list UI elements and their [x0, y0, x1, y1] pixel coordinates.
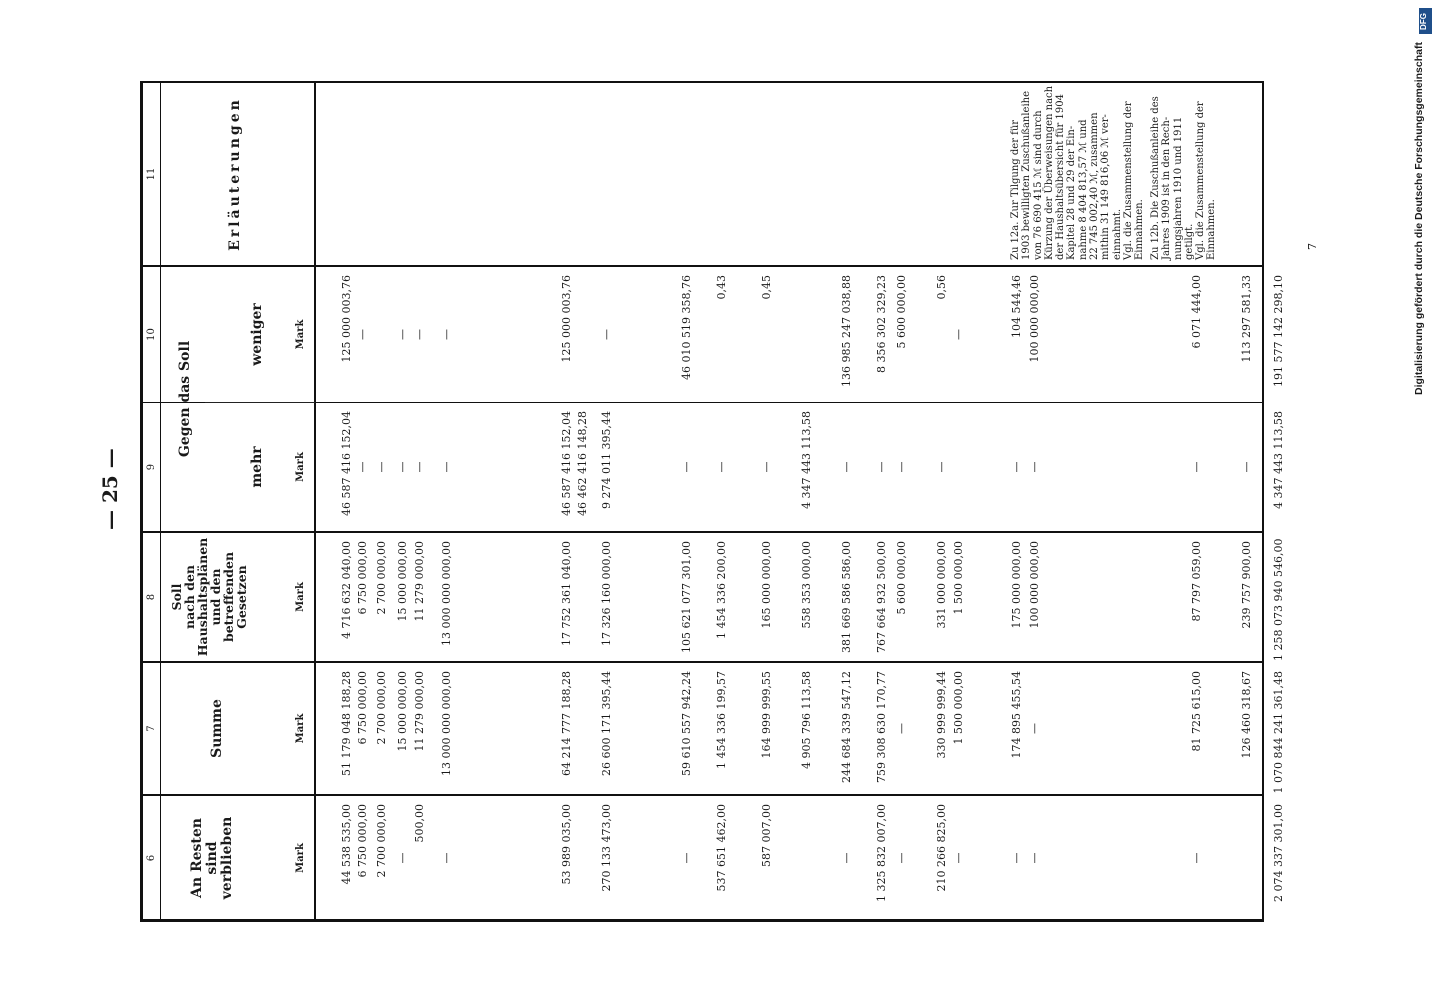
table-cell: 4 905 796 113,58	[800, 671, 813, 769]
table-cell: —	[413, 329, 426, 340]
table-cell: —	[680, 461, 693, 473]
note-line: getilgt.	[1183, 223, 1195, 260]
note-line: nungsjahren 1910 und 1911	[1172, 116, 1184, 260]
table-cell: —	[1028, 723, 1041, 734]
note-line: Zu 12b. Die Zuschußanleihe des	[1150, 96, 1161, 260]
table-cell: 46 587 416 152,04	[560, 411, 573, 516]
table-cell: 500,00	[413, 804, 426, 843]
table-cell: —	[1028, 852, 1041, 864]
table-cell: 759 308 630 170,77	[875, 671, 888, 783]
col-separator-right	[140, 81, 1264, 83]
table-cell: 105 621 077 301,00	[680, 541, 693, 653]
table-cell: 11 279 000,00	[413, 671, 426, 752]
note-line: Einnahmen.	[1206, 199, 1218, 260]
table-cell: 46 010 519 358,76	[680, 275, 693, 380]
header-c10: weniger	[249, 303, 265, 366]
table-cell: 5 600 000,00	[895, 541, 908, 615]
col-no-6: 6	[146, 854, 157, 862]
table-cell: 46 587 416 152,04	[340, 411, 353, 516]
table-cell: 5 600 000,00	[895, 275, 908, 349]
table-cell: —	[600, 329, 613, 340]
dfg-credit: Digitalisierung gefördert durch die Deutsche Forschungsgemeinschaft	[1413, 42, 1425, 395]
table-cell: 17 752 361 040,00	[560, 541, 573, 646]
table-cell: 210 266 825,00	[935, 804, 948, 892]
table-cell: 100 000 000,00	[1028, 275, 1041, 363]
table-cell: —	[396, 329, 409, 340]
header-c9: mehr	[249, 446, 265, 488]
note-12b	[1150, 96, 1218, 260]
table-cell: —	[1190, 852, 1203, 864]
table-cell: —	[396, 461, 409, 473]
table-cell: 53 989 035,00	[560, 804, 573, 885]
table-cell: 4 716 632 040,00	[340, 541, 353, 639]
table-cell: 100 000 000,00	[1028, 541, 1041, 629]
col-no-8: 8	[146, 593, 157, 601]
note-12a	[1010, 86, 1146, 260]
table-cell: —	[680, 852, 693, 864]
table-cell: 239 757 900,00	[1240, 541, 1253, 629]
table-cell: 81 725 615,00	[1190, 671, 1203, 752]
header-c8: Soll nach den Haushaltsplänen und den betreffenden Gesetzen	[169, 537, 249, 657]
table-cell: 11 279 000,00	[413, 541, 426, 622]
table-cell: 44 538 535,00	[340, 804, 353, 885]
table-cell: 6 750 000,00	[356, 804, 369, 878]
table-cell: 2 700 000,00	[375, 804, 388, 878]
table-cell: —	[396, 852, 409, 864]
note-line: Kapitel 28 und 29 der Ein-	[1066, 125, 1078, 260]
table-cell: —	[1010, 852, 1023, 864]
table-cell: 381 669 586 586,00	[840, 541, 853, 653]
table-cell: 537 651 462,00	[715, 804, 728, 892]
dfg-logo: DFG	[1419, 8, 1432, 34]
col-separator-7-8	[140, 794, 1264, 796]
note-line: Vgl. die Zusammenstellung der	[1122, 101, 1134, 260]
unit-c10: Mark	[295, 319, 306, 350]
table-cell: 0,56	[935, 275, 948, 300]
table-cell: 174 895 455,54	[1010, 671, 1023, 759]
unit-c6: Mark	[295, 843, 306, 873]
table-cell: 587 007,00	[760, 804, 773, 867]
table-cell: 244 684 339 547,12	[840, 671, 853, 783]
table-cell: —	[840, 461, 853, 473]
table-cell: 26 600 171 395,44	[600, 671, 613, 776]
unit-c7: Mark	[295, 713, 306, 744]
totals-rule	[1262, 82, 1264, 922]
table-cell: 558 353 000,00	[800, 541, 813, 629]
table-cell: —	[840, 852, 853, 864]
table-cell: 15 000 000,00	[396, 541, 409, 622]
table-cell: 87 797 059,00	[1190, 541, 1203, 622]
table-cell: 6 071 444,00	[1190, 275, 1203, 349]
table-cell: 6 750 000,00	[356, 671, 369, 745]
table-cell: —	[895, 852, 908, 864]
table-cell: 330 999 999,44	[935, 671, 948, 759]
footer-mark: 7	[1306, 243, 1319, 250]
header-bottom-rule	[314, 82, 316, 922]
table-cell: —	[1028, 461, 1041, 473]
table-cell-sub: 46 462 416 148,28	[576, 411, 589, 516]
table-cell: 17 326 160 000,00	[600, 541, 613, 646]
unit-c8: Mark	[295, 582, 306, 612]
table-cell: 2 700 000,00	[375, 541, 388, 615]
table-cell: 6 750 000,00	[356, 541, 369, 615]
col-separator-9-10	[140, 531, 1264, 533]
table-cell: 1 454 336 199,57	[715, 671, 728, 769]
table-cell: —	[952, 329, 965, 340]
table-cell: 767 664 932 500,00	[875, 541, 888, 653]
note-line: 22 745 002,40 ℳ, zusammen	[1089, 112, 1101, 260]
total-cell: 1 258 073 940 546,00	[1272, 538, 1285, 661]
table-cell: 8 356 302 329,23	[875, 275, 888, 373]
table-cell: 165 000 000,00	[760, 541, 773, 629]
table-cell: 2 700 000,00	[375, 671, 388, 745]
header-c6: An Resten sind verblieben	[189, 816, 235, 900]
note-line: Vgl. die Zusammenstellung der	[1195, 101, 1207, 260]
table-cell: —	[875, 461, 888, 473]
table-cell: 125 000 003,76	[560, 275, 573, 363]
table-cell: —	[895, 723, 908, 734]
col-no-10: 10	[146, 328, 157, 341]
table-cell: 1 500 000,00	[952, 541, 965, 615]
total-cell: 2 074 337 301,00	[1272, 804, 1285, 902]
unit-c9: Mark	[295, 452, 306, 482]
note-line: Kürzung der Überweisungen nach	[1043, 85, 1055, 260]
table-cell: —	[440, 461, 453, 473]
table-cell: —	[1010, 461, 1023, 473]
col-no-7: 7	[146, 725, 157, 732]
table-cell: —	[356, 329, 369, 340]
col-no-11: 11	[146, 167, 157, 181]
table-cell: —	[356, 461, 369, 473]
table-cell: 0,43	[715, 275, 728, 300]
table-cell: 331 000 000,00	[935, 541, 948, 629]
total-cell: 1 070 844 241 361,48	[1272, 671, 1285, 794]
table-cell: —	[1240, 461, 1253, 473]
note-line: nahme 8 404 813,57 ℳ und	[1077, 119, 1089, 260]
total-cell: 4 347 443 113,58	[1272, 411, 1285, 509]
note-line: 1903 bewilligten Zuschußanleihe	[1021, 90, 1033, 260]
col-no-9: 9	[146, 463, 157, 471]
col-separator-8-9	[140, 661, 1264, 663]
table-cell: 4 347 443 113,58	[800, 411, 813, 509]
table-cell: 113 297 581,33	[1240, 275, 1253, 363]
total-cell: 191 577 142 298,10	[1272, 275, 1285, 387]
note-line: Zu 12a. Zur Tilgung der für	[1010, 119, 1021, 260]
header-c11: Erläuterungen	[227, 97, 243, 251]
table-cell: 175 000 000,00	[1010, 541, 1023, 629]
note-line: von 76 690 415 ℳ sind durch	[1032, 110, 1044, 260]
note-line: mithin 31 149 816,06 ℳ ver-	[1100, 114, 1112, 260]
table-cell: —	[440, 329, 453, 340]
top-rule	[140, 82, 143, 922]
header-group-gegen: Gegen das Soll	[177, 340, 193, 458]
note-line: Einnahmen.	[1134, 199, 1146, 260]
table-cell: 104 544,46	[1010, 275, 1023, 338]
table-cell: 1 454 336 200,00	[715, 541, 728, 639]
table-cell: 164 999 999,55	[760, 671, 773, 759]
col-separator-6-7	[140, 919, 1264, 922]
note-line: Jahres 1909 ist in den Rech-	[1161, 116, 1173, 260]
table-cell: —	[413, 461, 426, 473]
table-cell: 51 179 048 188,28	[340, 671, 353, 776]
table-cell: 15 000 000,00	[396, 671, 409, 752]
table-cell: 1 500 000,00	[952, 671, 965, 745]
table-cell: —	[760, 461, 773, 473]
table-cell: 0,45	[760, 275, 773, 300]
table-cell: —	[935, 461, 948, 473]
table-cell: —	[895, 461, 908, 473]
table-cell: —	[715, 461, 728, 473]
header-top-rule	[160, 82, 161, 922]
col-separator-11-end	[140, 265, 1264, 267]
table-cell: 125 000 003,76	[340, 275, 353, 363]
table-cell: —	[440, 852, 453, 864]
header-c7: Summe	[209, 699, 225, 758]
table-cell: 13 000 000 000,00	[440, 541, 453, 646]
table-cell: 59 610 557 942,24	[680, 671, 693, 776]
table-cell: 270 133 473,00	[600, 804, 613, 892]
table-cell: 126 460 318,67	[1240, 671, 1253, 759]
table-cell: 64 214 777 188,28	[560, 671, 573, 776]
table-cell: 136 985 247 038,88	[840, 275, 853, 387]
note-line: einnahmt.	[1111, 208, 1123, 260]
table-cell: —	[1190, 461, 1203, 473]
note-line: der Haushaltsübersicht für 1904	[1055, 94, 1067, 260]
table-cell: 13 000 000 000,00	[440, 671, 453, 776]
table-cell: 1 325 832 007,00	[875, 804, 888, 902]
table-cell: —	[952, 852, 965, 864]
table-cell: 9 274 011 395,44	[600, 411, 613, 509]
dfg-sidebar	[1413, 0, 1432, 1000]
page-number: — 25 —	[98, 448, 122, 530]
table-cell: —	[375, 461, 388, 473]
